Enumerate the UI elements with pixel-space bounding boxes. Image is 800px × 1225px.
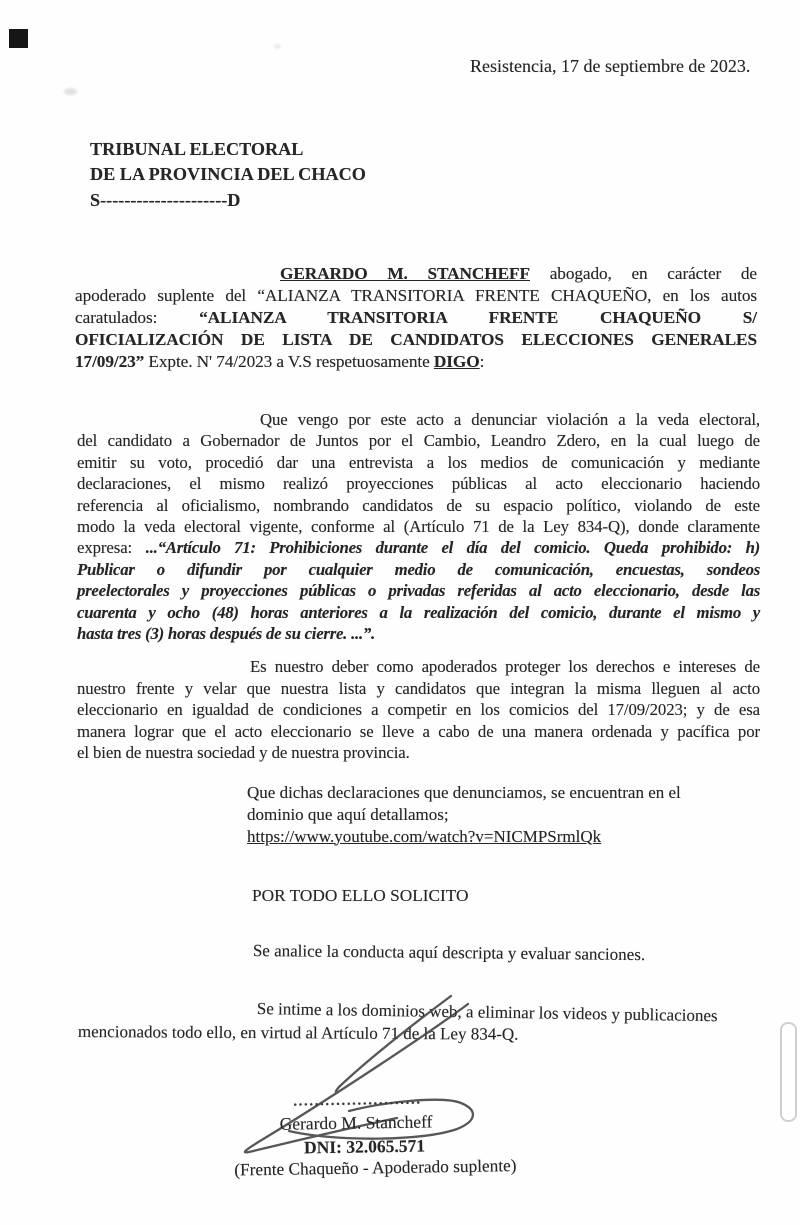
quote-line: Publicar o difundir por cualquier medio de comunicación, encuestas, sondeos xyxy=(77,559,760,579)
scrollbar-thumb[interactable] xyxy=(780,1022,797,1122)
request-line-3: mencionados todo ello, en virtud al Artículo 71 de la Ley 834-Q. xyxy=(77,1022,519,1044)
url-block-line: Que dichas declaraciones que denunciamos, se encuentran en el xyxy=(247,783,681,802)
body-line: manera lograr que el acto eleccionario se lleve a cabo de una manera ordenada y pacífica por xyxy=(77,721,760,741)
scan-artifact-square xyxy=(9,29,28,48)
youtube-link[interactable]: https://www.youtube.com/watch?v=NICMPSrmlQk xyxy=(247,826,602,846)
signer-role: (Frente Chaqueño - Apoderado suplente) xyxy=(234,1156,517,1180)
signer-name: Gerardo M. Stancheff xyxy=(279,1111,433,1134)
signature-block xyxy=(229,1091,561,1200)
body-line: nuestro frente y velar que nuestra lista y candidatos que integran la misma lleguen al acto xyxy=(77,678,760,698)
intro-paragraph xyxy=(75,263,757,373)
petition-heading: POR TODO ELLO SOLICITO xyxy=(252,886,469,905)
intro-line: apoderado suplente del “ALIANZA TRANSITORIA FRENTE CHAQUEÑO, en los autos xyxy=(75,286,757,305)
complaint-paragraph xyxy=(77,409,760,644)
addressee-line-1: TRIBUNAL ELECTORAL xyxy=(90,139,304,159)
body-line: modo la veda electoral vigente, conforme al (Artículo 71 de la Ley 834-Q), donde claramente xyxy=(77,517,760,537)
body-line: declaraciones, el mismo realizó proyecciones públicas al acto eleccionario haciendo xyxy=(77,474,760,494)
body-line: del candidato a Gobernador de Juntos por el Cambio, Leandro Zdero, en la cual luego de xyxy=(77,431,760,451)
quote-line: preelectorales y proyecciones públicas o privadas referidas al acto eleccionario, desde las xyxy=(77,581,760,601)
request-line-2: Se intime a los dominios web, a eliminar los videos y publicaciones xyxy=(256,999,718,1026)
addressee-block xyxy=(90,137,366,213)
url-block-line: dominio que aquí detallamos; xyxy=(247,804,449,824)
quote-line: expresa: ...“Artículo 71: Prohibiciones durante el día del comicio. Queda prohibido: h) xyxy=(77,538,760,558)
body-line: Es nuestro deber como apoderados proteger los derechos e intereses de xyxy=(250,657,760,676)
scan-smudge xyxy=(274,44,281,49)
document-date: Resistencia, 17 de septiembre de 2023. xyxy=(470,56,751,76)
body-line: eleccionario en igualdad de condiciones a competir en los comicios del 17/09/2023; y de esa xyxy=(77,700,760,719)
duty-paragraph xyxy=(77,656,760,764)
body-line: el bien de nuestra sociedad y de nuestra provincia. xyxy=(77,743,410,762)
intro-line: 17/09/23” Expte. N' 74/2023 a V.S respetuosamente DIGO: xyxy=(75,352,485,371)
addressee-line-2: DE LA PROVINCIA DEL CHACO xyxy=(90,164,366,185)
lawyer-name: GERARDO M. STANCHEFF xyxy=(280,264,530,283)
intro-line: OFICIALIZACIÓN DE LISTA DE CANDIDATOS ELECCIONES GENERALES xyxy=(75,330,757,349)
request-line-1: Se analice la conducta aquí descripta y evaluar sanciones. xyxy=(252,941,646,965)
digo-keyword: DIGO xyxy=(433,352,480,371)
body-line: Que vengo por este acto a denunciar violación a la veda electoral, xyxy=(260,410,760,429)
intro-line: caratulados: “ALIANZA TRANSITORIA FRENTE CHAQUEÑO S/ xyxy=(75,308,757,327)
quote-line: cuarenta y ocho (48) horas anteriores a la realización del comicio, durante el mismo y xyxy=(77,602,760,622)
body-line: referencia al oficialismo, nombrando candidatos de su espacio político, violando de este xyxy=(77,495,760,515)
quote-line: hasta tres (3) horas después de su cierre. ...”. xyxy=(77,624,375,644)
scan-smudge xyxy=(64,88,77,95)
addressee-line-3: S---------------------D xyxy=(90,189,241,210)
url-block xyxy=(247,782,681,847)
intro-line: GERARDO M. STANCHEFF abogado, en carácter de xyxy=(280,264,758,283)
body-line: emitir su voto, procedió dar una entrevista a los medios de comunicación y mediante xyxy=(77,452,760,472)
signer-dni: DNI: 32.065.571 xyxy=(303,1135,426,1158)
signature-dotted-line: ........................ xyxy=(293,1091,422,1110)
